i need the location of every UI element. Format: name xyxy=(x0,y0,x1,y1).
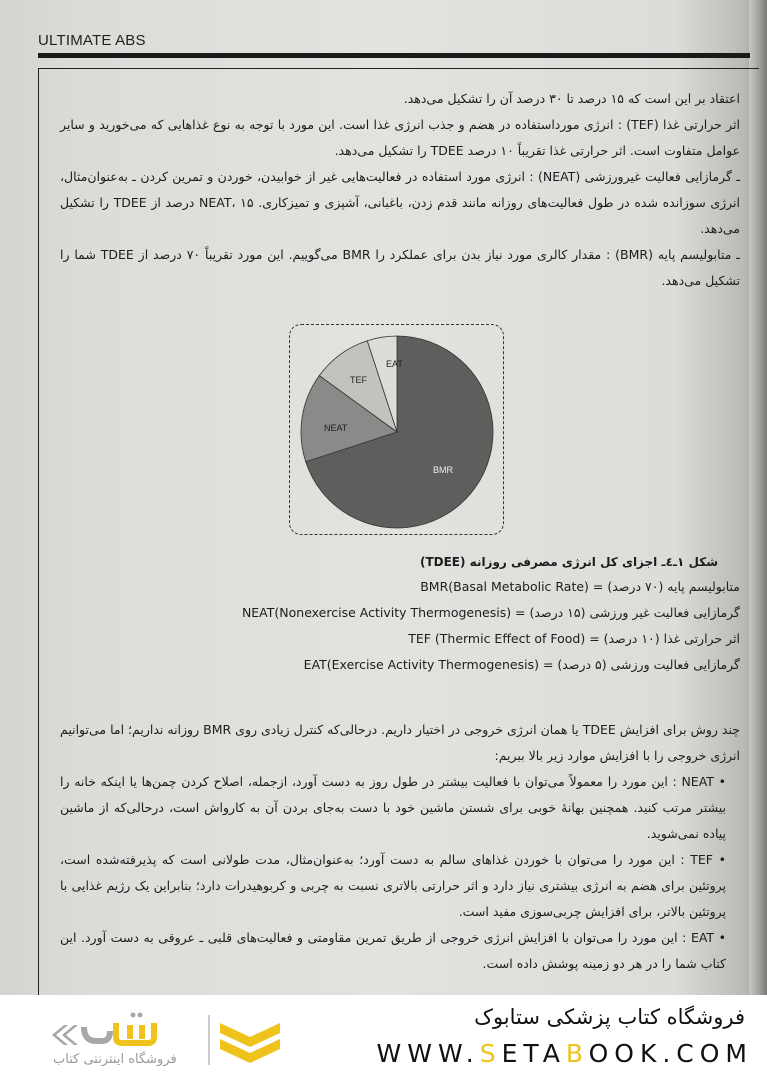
url-highlight-s: S xyxy=(479,1039,502,1068)
url-highlight-b: B xyxy=(565,1039,589,1068)
pie-chart xyxy=(290,325,503,534)
url-part: ETA xyxy=(501,1039,566,1068)
bullet-neat: • NEAT : این مورد را معمولاً می‌توان با فعالیت بیشتر در طول روز به دست آورد، ازجمله، اصلاح کردن چمن‌ها یا اینکه خانه را بیشتر مرتب کنید. همچنین بهانهٔ خوبی برای شستن ماشین خود با دست به‌جای بردن آن به کارواش است، درحالی‌که از ماشین پیاده نمی‌شوید. xyxy=(60,769,740,847)
body-text-bottom xyxy=(60,717,740,977)
legend-line-neat: NEAT(Nonexercise Activity Thermogenesis) = گرمازایی فعالیت غیر ورزشی (۱۵ درصد) xyxy=(241,605,740,620)
setabook-mark-icon xyxy=(220,1023,280,1063)
paragraph: اعتقاد بر این است که ۱۵ درصد تا ۳۰ درصد آن را تشکیل می‌دهد. xyxy=(403,91,740,106)
logo-letter-yellow xyxy=(116,1023,154,1043)
legend-line-bmr: BMR(Basal Metabolic Rate) = متابولیسم پایه (۷۰ درصد) xyxy=(420,579,740,594)
double-chevron-icon xyxy=(52,1025,78,1045)
pie-label-eat: EAT xyxy=(386,359,403,369)
figure-caption: شکل ۱ـ٤ـ اجزای کل انرژی مصرفی روزانه (TDEE) xyxy=(419,555,718,569)
body-text-top xyxy=(60,86,740,294)
paragraph-bmr: ـ متابولیسم پایه (BMR) : مقدار کالری مورد نیاز بدن برای عملکرد را BMR می‌گوییم. این مورد تقریباً ۷۰ درصد از TDEE شما را تشکیل می‌دهد. xyxy=(60,247,740,288)
pie-label-bmr: BMR xyxy=(433,465,453,475)
legend-line-eat: EAT(Exercise Activity Thermogenesis) = گرمازایی فعالیت ورزشی (۵ درصد) xyxy=(303,657,740,672)
legend-line-tef: TEF (Thermic Effect of Food) = اثر حرارتی غذا (۱۰ درصد) xyxy=(408,631,740,646)
intro-paragraph: چند روش برای افزایش TDEE یا همان انرژی خروجی در اختیار داریم. درحالی‌که کنترل زیادی روی BMR روزانه نداریم؛ اما می‌توانیم انرژی خروجی را با افزایش موارد زیر بالا ببریم: xyxy=(60,722,740,763)
url-part: WWW. xyxy=(376,1039,480,1068)
pie-chart-figure xyxy=(289,324,504,535)
figure-legend xyxy=(200,574,740,678)
bullet-eat: • EAT : این مورد را می‌توان با افزایش انرژی خروجی از طریق تمرین مقاومتی و فعالیت‌های قلبی ـ عروقی به دست آورد. این کتاب شما را در هر دو زمینه پوشش داده است. xyxy=(60,925,740,977)
running-head: ULTIMATE ABS xyxy=(38,32,146,49)
store-url[interactable] xyxy=(377,1039,753,1068)
logo-subtitle: فروشگاه اینترنتی کتاب xyxy=(53,1052,177,1067)
pie-label-neat: NEAT xyxy=(324,423,348,433)
store-banner xyxy=(0,995,767,1080)
pie-label-tef: TEF xyxy=(350,375,367,385)
store-title: فروشگاه کتاب پزشکی ستابوک xyxy=(474,1005,745,1029)
header-rule xyxy=(38,53,750,58)
paragraph-tef: اثر حرارتی غذا (TEF) : انرژی مورداستفاده در هضم و جذب انرژی غذا است. این مورد با توجه به نوع غذاهایی که می‌خورید و سایر عوامل متفاوت است. اثر حرارتی غذا تقریباً ۱۰ درصد TDEE را تشکیل می‌دهد. xyxy=(60,117,741,158)
logo-letter-gray xyxy=(84,1027,110,1041)
bullet-tef: • TEF : این مورد را می‌توان با خوردن غذاهای سالم به دست آورد؛ به‌عنوان‌مثال، مدت طولانی است که پذیرفته‌شده است، پروتئین برای هضم به انرژی بیشتری نیاز دارد و اثر حرارتی بالاتری نسبت به چربی و کربوهیدرات دارد؛ بنابراین یک رژیم غذایی با پروتئین بالاتر، برای افزایش چربی‌سوزی مفید است. xyxy=(60,847,740,925)
paragraph-neat: ـ گرمازایی فعالیت غیرورزشی (NEAT) : انرژی مورد استفاده در فعالیت‌هایی غیر از خوابیدن، خوردن و تمرین کردن ـ به‌عنوان‌مثال، انرژی سوزانده شده در طول فعالیت‌های روزانه مانند قدم زدن، باغبانی، آشپزی و تمیزکاری. NEAT، ۱۵ درصد از TDEE را تشکیل می‌دهد. xyxy=(60,169,740,236)
setabook-logo[interactable] xyxy=(38,1005,308,1075)
url-part: OOK.COM xyxy=(588,1039,753,1068)
